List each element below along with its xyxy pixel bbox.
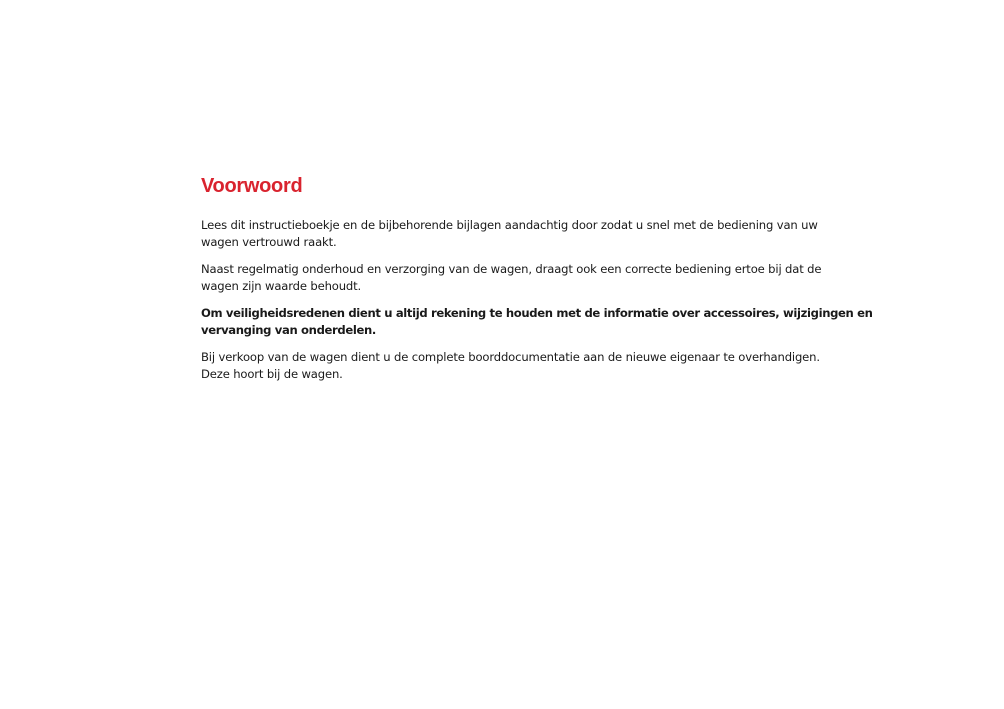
- document-content: [201, 174, 873, 393]
- paragraph-line: vervanging van onderdelen.: [201, 322, 376, 337]
- paragraph-line: Bij verkoop van de wagen dient u de complete boorddocumentatie aan de nieuwe eigenaar te overhandigen.: [201, 350, 820, 364]
- paragraph-line: wagen zijn waarde behoudt.: [201, 278, 362, 293]
- paragraph-intro: [201, 217, 846, 250]
- paragraph-safety-notice: [201, 305, 873, 338]
- paragraph-maintenance: [201, 261, 846, 294]
- paragraph-sale: [201, 349, 846, 382]
- page-title: Voorwoord: [201, 175, 303, 197]
- paragraph-line: Lees dit instructieboekje en de bijbehorende bijlagen aandachtig door zodat u snel met de bediening van uw: [201, 218, 818, 232]
- paragraph-line: wagen vertrouwd raakt.: [201, 234, 337, 249]
- paragraph-line: Naast regelmatig onderhoud en verzorging van de wagen, draagt ook een correcte bediening ertoe bij dat de: [201, 262, 822, 276]
- paragraph-line: Om veiligheidsredenen dient u altijd rekening te houden met de informatie over accessoires, wijzigingen en: [201, 306, 873, 320]
- paragraph-line: Deze hoort bij de wagen.: [201, 366, 343, 381]
